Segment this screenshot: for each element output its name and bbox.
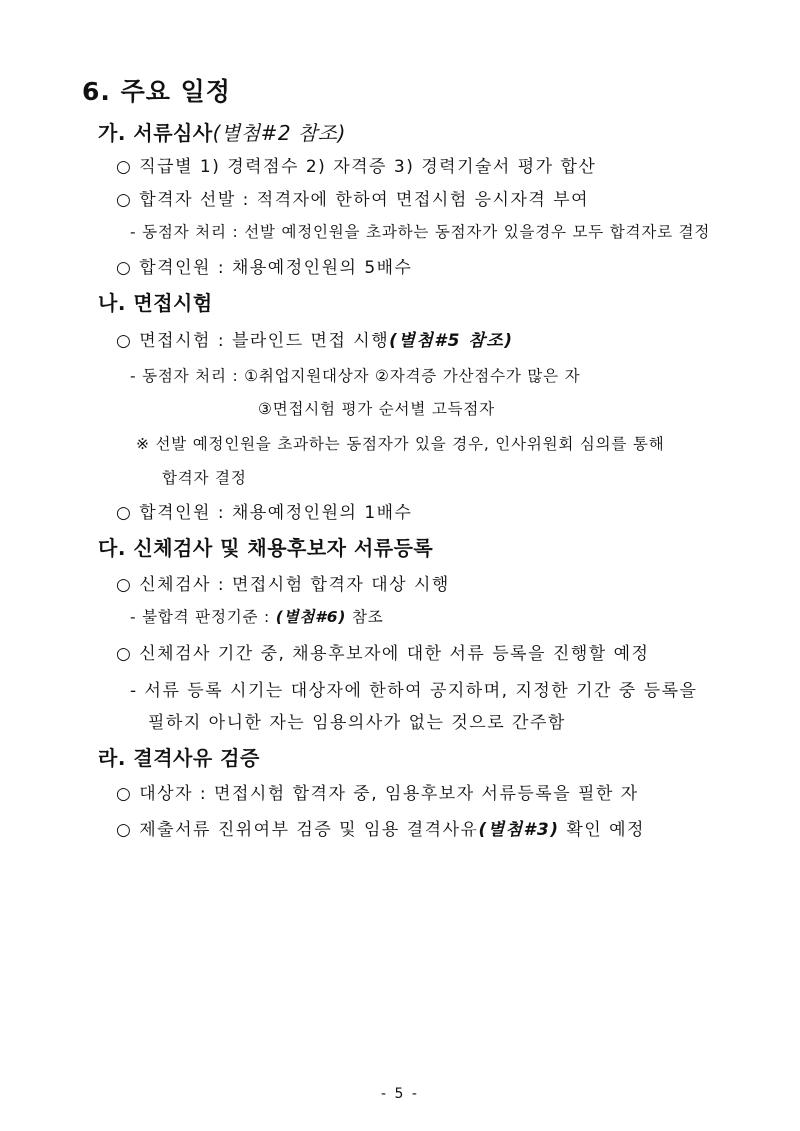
subsection-heading-d: 라. 결격사유 검증 bbox=[98, 746, 260, 770]
subsection-heading-b: 나. 면접시험 bbox=[98, 291, 213, 315]
c-item-3: ○ 신체검사 기간 중, 채용후보자에 대한 서류 등록을 진행할 예정 bbox=[116, 644, 650, 664]
c-item-2 bbox=[130, 605, 384, 627]
a-item-1: ○ 직급별 1) 경력점수 2) 자격증 3) 경력기술서 평가 합산 bbox=[116, 157, 597, 177]
d-item-2-text: ○ 제출서류 진위여부 검증 및 임용 결격사유 bbox=[116, 820, 479, 840]
b-item-1-ref: (별첨#5 참조) bbox=[389, 331, 514, 351]
heading-a-text: 가. 서류심사 bbox=[98, 121, 213, 145]
b-item-3: ③면접시험 평가 순서별 고득점자 bbox=[258, 400, 495, 418]
b-item-4: ○ 합격인원 : 채용예정인원의 1배수 bbox=[116, 503, 413, 523]
c-item-1: ○ 신체검사 : 면접시험 합격자 대상 시행 bbox=[116, 575, 450, 595]
page-number: - 5 - bbox=[381, 1086, 419, 1102]
a-item-4: ○ 합격인원 : 채용예정인원의 5배수 bbox=[116, 258, 413, 278]
d-item-1: ○ 대상자 : 면접시험 합격자 중, 임용후보자 서류등록을 필한 자 bbox=[116, 784, 639, 804]
b-note-2: 합격자 결정 bbox=[162, 469, 247, 487]
b-note-1: ※ 선발 예정인원을 초과하는 동점자가 있을 경우, 인사위원회 심의를 통해 bbox=[136, 435, 665, 453]
d-item-2 bbox=[116, 815, 645, 840]
a-item-3: - 동점자 처리 : 선발 예정인원을 초과하는 동점자가 있을경우 모두 합격자로 결정 bbox=[130, 223, 711, 241]
c-item-5: 필하지 아니한 자는 임용의사가 없는 것으로 간주함 bbox=[148, 713, 566, 733]
a-item-2: ○ 합격자 선발 : 적격자에 한하여 면접시험 응시자격 부여 bbox=[116, 190, 590, 210]
d-item-2-ref: (별첨#3) bbox=[478, 820, 560, 840]
b-item-2: - 동점자 처리 : ①취업지원대상자 ②자격증 가산점수가 많은 자 bbox=[130, 367, 581, 385]
c-item-2-text: - 불합격 판정기준 : bbox=[130, 608, 276, 626]
b-item-1-text: ○ 면접시험 : 블라인드 면접 시행 bbox=[116, 331, 390, 351]
c-item-2-ref: (별첨#6) bbox=[275, 608, 347, 626]
d-item-2-post: 확인 예정 bbox=[559, 820, 645, 840]
c-item-2-post: 참조 bbox=[346, 608, 384, 626]
subsection-heading-c: 다. 신체검사 및 채용후보자 서류등록 bbox=[98, 536, 434, 560]
b-item-1 bbox=[116, 326, 513, 351]
section-title: 6. 주요 일정 bbox=[82, 77, 231, 106]
c-item-4: - 서류 등록 시기는 대상자에 한하여 공지하며, 지정한 기간 중 등록을 bbox=[130, 681, 698, 701]
subsection-heading-a bbox=[98, 117, 346, 146]
heading-a-ref: (별첨#2 참조) bbox=[212, 121, 346, 145]
